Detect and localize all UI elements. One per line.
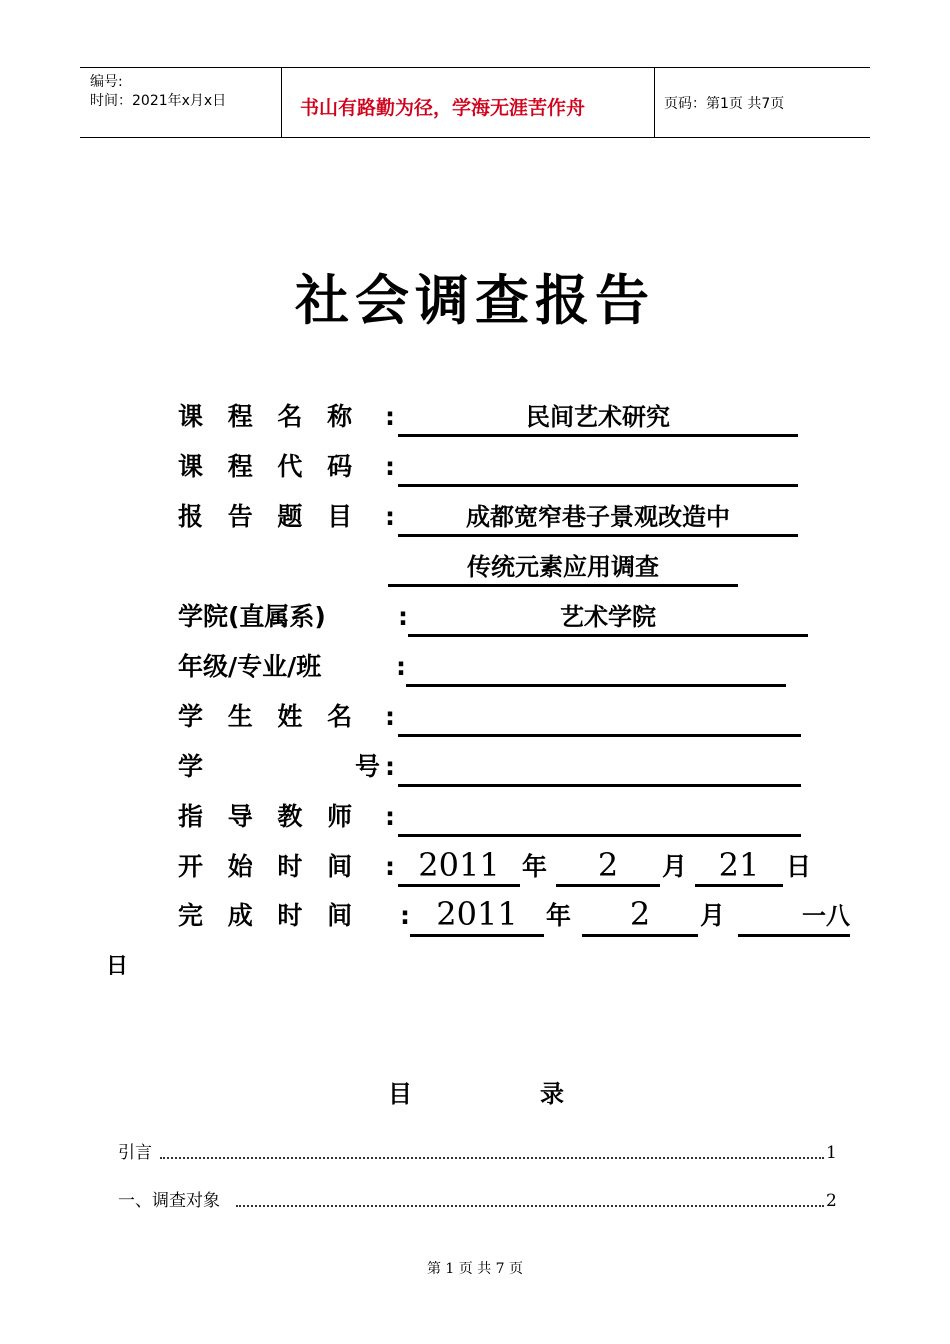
header-table — [80, 67, 870, 138]
colon: : — [385, 452, 395, 481]
report-topic-label: 报 告 题 目 — [178, 502, 361, 531]
colon: : — [385, 702, 395, 731]
end-year-underline — [410, 934, 544, 937]
college-label: 学院(直属系) — [178, 602, 326, 631]
course-name-underline — [398, 434, 798, 437]
start-time-label: 开 始 时 间 — [178, 852, 361, 881]
student-id-label-right: 号 — [355, 752, 381, 781]
end-day-unit: 日 — [106, 954, 129, 979]
toc-item-text[interactable]: 一、调查对象 — [118, 1191, 220, 1211]
motto: 书山有路勤为径，学海无涯苦作舟 — [300, 97, 586, 119]
course-name-label: 课 程 名 称 — [178, 402, 361, 431]
colon: : — [385, 802, 395, 831]
start-year-unit: 年 — [522, 852, 548, 881]
start-month-unit: 月 — [662, 852, 688, 881]
toc-item-text[interactable]: 引言 — [118, 1143, 152, 1163]
course-code-underline — [398, 484, 798, 487]
college-underline — [408, 634, 808, 637]
start-month: 2 — [597, 846, 619, 884]
college-value: 艺术学院 — [560, 603, 656, 631]
colon: : — [385, 502, 395, 531]
start-month-underline — [556, 884, 660, 887]
advisor-label: 指 导 教 师 — [178, 802, 361, 831]
colon: : — [385, 752, 395, 781]
page-footer: 第 1 页 共 7 页 — [426, 1261, 524, 1277]
toc-item-page: 1 — [826, 1143, 837, 1163]
start-day: 21 — [718, 846, 760, 884]
toc-title-left: 目 — [388, 1080, 412, 1108]
header-divider — [654, 68, 655, 137]
student-name-underline — [398, 734, 801, 737]
colon: : — [385, 852, 395, 881]
colon: : — [398, 602, 408, 631]
header-divider — [281, 68, 282, 137]
toc-leader-dots — [236, 1205, 824, 1207]
end-year-unit: 年 — [546, 901, 572, 930]
report-topic-underline-2 — [388, 584, 738, 587]
course-code-label: 课 程 代 码 — [178, 452, 361, 481]
start-year: 2011 — [418, 846, 500, 884]
report-topic-value-line1: 成都宽窄巷子景观改造中 — [466, 503, 730, 531]
start-year-underline — [398, 884, 520, 887]
course-name-value: 民间艺术研究 — [526, 403, 670, 431]
report-topic-underline — [398, 534, 798, 537]
end-day-underline — [738, 934, 850, 937]
report-title: 社会调查报告 — [295, 268, 655, 332]
advisor-underline — [398, 834, 801, 837]
end-time-label: 完 成 时 间 — [178, 901, 361, 930]
time-label: 时间：2021年x月x日 — [90, 93, 227, 109]
report-topic-value-line2: 传统元素应用调查 — [467, 553, 659, 581]
grade-underline — [406, 684, 786, 687]
colon: : — [400, 901, 410, 930]
grade-label: 年级/专业/班 — [178, 652, 322, 681]
student-name-label: 学 生 姓 名 — [178, 702, 361, 731]
page-code: 页码：第1页 共7页 — [664, 96, 785, 112]
end-month-unit: 月 — [700, 901, 726, 930]
toc-leader-dots — [160, 1157, 824, 1159]
start-day-underline — [695, 884, 783, 887]
end-month: 2 — [629, 895, 651, 933]
number-label: 编号: — [90, 74, 123, 90]
end-day: 一八 — [802, 902, 850, 930]
start-day-unit: 日 — [786, 852, 812, 881]
student-id-underline — [398, 784, 801, 787]
end-year: 2011 — [436, 895, 518, 933]
colon: : — [396, 652, 406, 681]
toc-item-page: 2 — [826, 1191, 837, 1211]
toc-title-right: 录 — [540, 1080, 564, 1108]
student-id-label-left: 学 — [178, 752, 204, 781]
colon: : — [385, 402, 395, 431]
end-month-underline — [582, 934, 698, 937]
